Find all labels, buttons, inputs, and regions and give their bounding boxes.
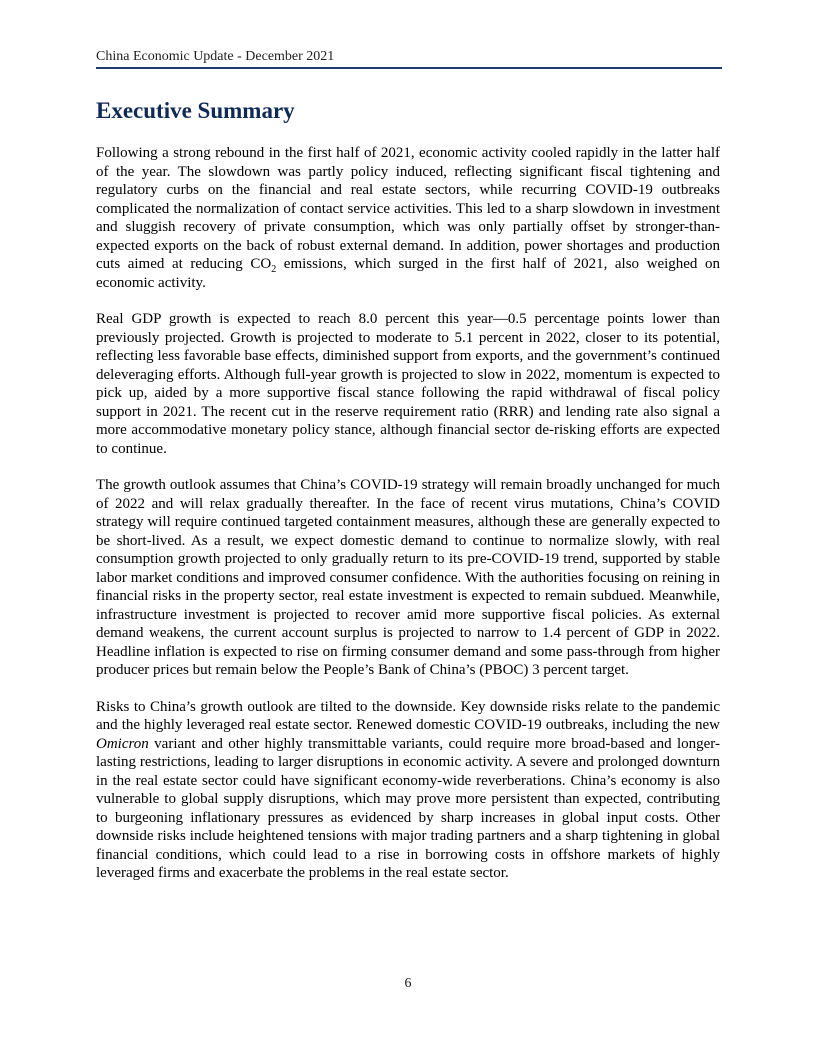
paragraph-growth-forecast: Real GDP growth is expected to reach 8.0 percent this year—0.5 percentage points lower than previously projected. Growth is projected to moderate to 5.1 percent in 2022, closer to its potential, reflecting less favorable base effects, diminished support from exports, and the government’s continued deleveraging efforts. Although full-year growth is projected to slow in 2022, momentum is expected to pick up, aided by a more supportive fiscal stance following the rapid withdrawal of fiscal policy support in 2021. The recent cut in the reserve requirement ratio (RRR) and lending rate also signal a more accommodative monetary policy stance, although financial sector de-risking efforts are expected to continue. bbox=[96, 311, 720, 457]
paragraph-risks-text-1: Risks to China’s growth outlook are tilted to the downside. Key downside risks relate to the pandemic and the highly leveraged real estate sector. Renewed domestic COVID-19 outbreaks, including the new bbox=[96, 698, 720, 733]
running-header bbox=[96, 48, 722, 69]
paragraph-overview-text-1: Following a strong rebound in the first half of 2021, economic activity cooled rapidly in the latter half of the year. The slowdown was partly policy induced, reflecting significant fiscal tightening and regulatory curbs on the financial and real estate sectors, while recurring COVID-19 outbreaks complicated the normalization of contact service activities. This led to a sharp slowdown in investment and sluggish recovery of private consumption, which was only partially offset by stronger-than-expected exports on the back of robust external demand. In addition, power shortages and production cuts aimed at reducing CO bbox=[96, 145, 720, 272]
page-number: 6 bbox=[404, 976, 412, 991]
paragraph-overview-text-2: emissions, which surged in the first half of 2021, also weighed on economic activity. bbox=[96, 256, 720, 291]
section-title: Executive Summary bbox=[96, 98, 295, 123]
body-content bbox=[96, 144, 720, 901]
paragraph-growth-outlook: The growth outlook assumes that China’s COVID-19 strategy will remain broadly unchanged for much of 2022 and will relax gradually thereafter. In the face of recent virus mutations, China’s COVID strategy will require continued targeted containment measures, although these are generally expected to be short-lived. As a result, we expect domestic demand to continue to normalize slowly, with real consumption growth projected to only gradually return to its pre-COVID-19 trend, supported by stable labor market conditions and improved consumer confidence. With the authorities focusing on reining in financial risks in the property sector, real estate investment is expected to remain subdued. Meanwhile, infrastructure investment is projected to recover amid more supportive fiscal policies. As external demand weakens, the current account surplus is projected to narrow to 1.4 percent of GDP in 2022. Headline inflation is expected to rise on firming consumer demand and some pass-through from higher producer prices but remain below the People’s Bank of China’s (PBOC) 3 percent target. bbox=[96, 477, 720, 678]
paragraph-overview bbox=[96, 144, 720, 292]
running-header-title: China Economic Update - December 2021 bbox=[96, 49, 335, 64]
omicron-emphasis: Omicron bbox=[96, 735, 149, 752]
paragraph-risks bbox=[96, 698, 720, 883]
paragraph-risks-text-2: variant and other highly transmittable variants, could require more broad-based and longer-lasting restrictions, leading to larger disruptions in economic activity. A severe and prolonged downturn in the real estate sector could have significant economy-wide reverberations. China’s economy is also vulnerable to global supply disruptions, which may prove more persistent than expected, contributing to burgeoning inflationary pressures as evidenced by sharp increases in global input costs. Other downside risks include heightened tensions with major trading partners and a sharp tightening in global financial conditions, which could lead to a rise in borrowing costs in offshore markets of highly leveraged firms and exacerbate the problems in the real estate sector. bbox=[96, 735, 720, 881]
co2-subscript: 2 bbox=[271, 264, 277, 275]
